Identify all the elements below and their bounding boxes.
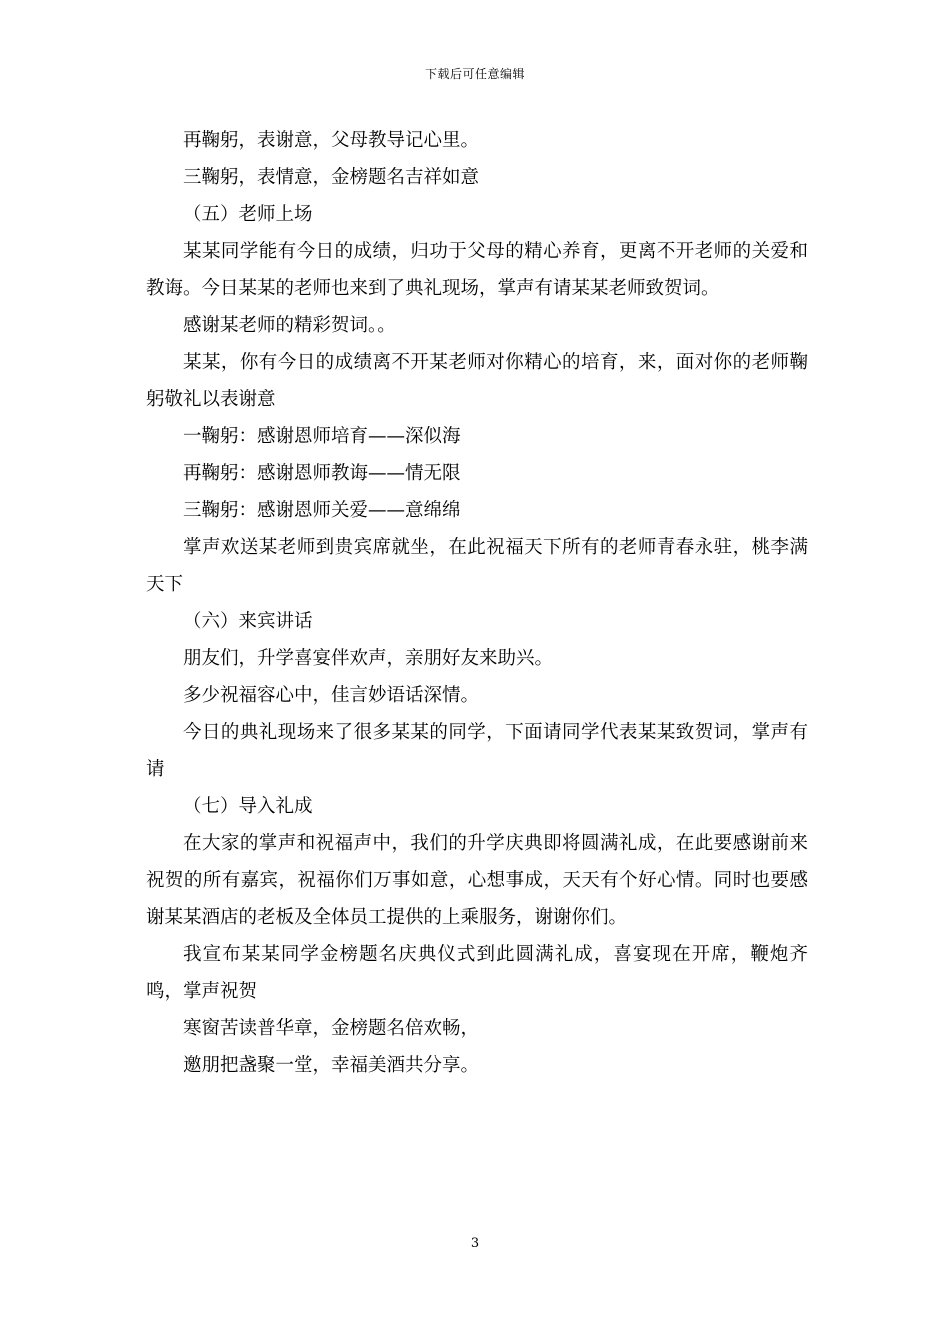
paragraph: 三鞠躬，表情意，金榜题名吉祥如意 — [183, 167, 480, 188]
paragraph: 再鞠躬：感谢恩师教诲——情无限 — [183, 463, 461, 484]
paragraph: 感谢某老师的精彩贺词。。 — [183, 315, 396, 336]
paragraph: 在大家的掌声和祝福声中，我们的升学庆典即将圆满礼成，在此要感谢前来祝贺的所有嘉宾，祝福你们万事如意，心想事成，天天有个好心情。同时也要感谢某某酒店的老板及全体员工提供的上乘服务，谢谢你们。 — [146, 833, 808, 928]
paragraph: 多少祝福容心中，佳言妙语话深情。 — [183, 685, 480, 706]
header-note: 下载后可任意编辑 — [424, 67, 525, 81]
paragraph: 某某同学能有今日的成绩，归功于父母的精心养育，更离不开老师的关爱和教诲。今日某某的老师也来到了典礼现场，掌声有请某某老师致贺词。 — [146, 241, 808, 299]
paragraph: 邀朋把盏聚一堂，幸福美酒共分享。 — [183, 1055, 480, 1076]
paragraph: 三鞠躬：感谢恩师关爱——意绵绵 — [183, 500, 461, 521]
paragraph: 寒窗苦读普华章，金榜题名倍欢畅， — [183, 1018, 480, 1039]
section-heading: （七）导入礼成 — [183, 796, 313, 817]
page-number: 3 — [470, 1236, 480, 1251]
paragraph: 我宣布某某同学金榜题名庆典仪式到此圆满礼成，喜宴现在开席，鞭炮齐鸣，掌声祝贺 — [146, 944, 808, 1002]
paragraph: 今日的典礼现场来了很多某某的同学，下面请同学代表某某致贺词，掌声有请 — [146, 722, 808, 780]
paragraph: 掌声欢送某老师到贵宾席就坐，在此祝福天下所有的老师青春永驻，桃李满天下 — [146, 537, 808, 595]
section-heading: （六）来宾讲话 — [183, 611, 313, 632]
paragraph: 某某，你有今日的成绩离不开某老师对你精心的培育，来，面对你的老师鞠躬敬礼以表谢意 — [146, 352, 808, 410]
paragraph: 朋友们，升学喜宴伴欢声，亲朋好友来助兴。 — [183, 648, 554, 669]
paragraph: 再鞠躬，表谢意，父母教导记心里。 — [183, 130, 480, 151]
paragraph: 一鞠躬：感谢恩师培育——深似海 — [183, 426, 461, 447]
section-heading: （五）老师上场 — [183, 204, 313, 225]
document-body — [146, 122, 808, 1084]
